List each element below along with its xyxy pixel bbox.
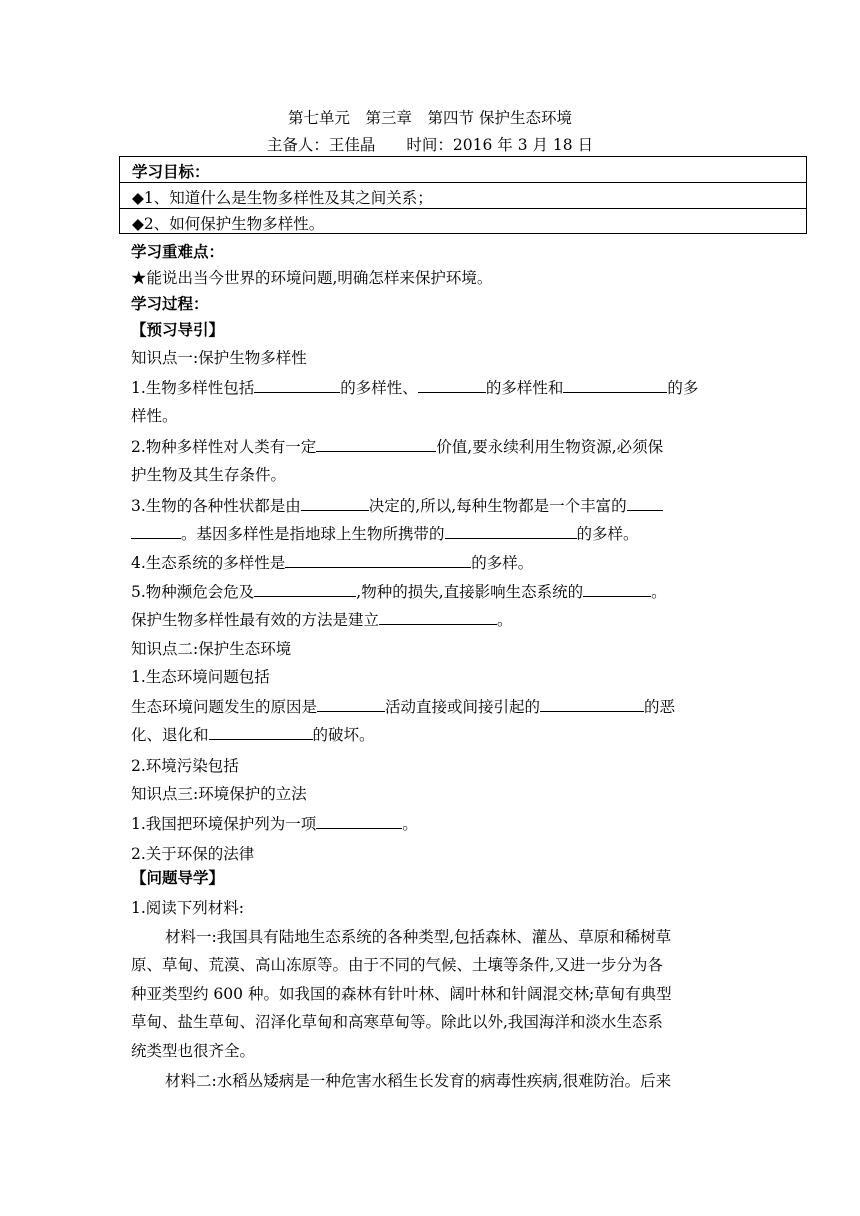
material-1-line: 种亚类型约 600 种。如我国的森林有针叶林、阔叶林和针阔混交林;草甸有典型 xyxy=(131,985,672,1003)
material-1-line: 材料一:我国具有陆地生态系统的各种类型,包括森林、灌丛、草原和稀树草 xyxy=(165,928,672,946)
blank[interactable] xyxy=(317,695,385,712)
material-1-line: 原、草甸、荒漠、高山冻原等。由于不同的气候、土壤等条件,又进一步分为各 xyxy=(131,956,663,974)
material-2-line: 材料二:水稻丛矮病是一种危害水稻生长发育的病毒性疾病,很难防治。后来 xyxy=(165,1072,672,1090)
question-4: 4.生态系统的多样性是 的多样。 xyxy=(131,551,533,573)
blank[interactable] xyxy=(563,376,667,393)
guide-question-1: 1.阅读下列材料: xyxy=(131,899,245,917)
question-3: 3.生物的各种性状都是由 决定的,所以,每种生物都是一个丰富的 xyxy=(131,494,663,516)
kp3-item-2: 2.关于环保的法律 xyxy=(131,845,255,863)
blank[interactable] xyxy=(418,376,486,393)
blank[interactable] xyxy=(583,580,651,597)
blank[interactable] xyxy=(285,551,471,568)
blank[interactable] xyxy=(316,812,402,829)
page-subtitle: 主备人：王佳晶 时间：2016 年 3 月 18 日 xyxy=(266,136,594,154)
kp2-cause-cont: 化、退化和 的破坏。 xyxy=(131,723,375,745)
divider xyxy=(120,182,806,183)
question-1: 1.生物多样性包括 的多样性、 的多样性和 的多 xyxy=(131,376,698,398)
preview-heading: 【预习导引】 xyxy=(131,321,225,339)
kp2-cause: 生态环境问题发生的原因是 活动直接或间接引起的 的恶 xyxy=(131,695,675,717)
blank[interactable] xyxy=(379,608,497,625)
blank[interactable] xyxy=(540,695,644,712)
objectives-box xyxy=(119,156,807,234)
kp1-title: 知识点一:保护生物多样性 xyxy=(131,349,307,367)
blank[interactable] xyxy=(131,522,181,539)
question-1-cont: 样性。 xyxy=(131,407,178,425)
objectives-heading: 学习目标： xyxy=(132,163,210,181)
guide-heading: 【问题导学】 xyxy=(131,869,225,887)
key-points-heading: 学习重难点： xyxy=(131,243,225,261)
divider xyxy=(120,208,806,209)
blank[interactable] xyxy=(301,494,369,511)
kp3-item-1: 1.我国把环境保护列为一项 。 xyxy=(131,812,418,834)
question-2: 2.物种多样性对人类有一定 价值,要永续利用生物资源,必须保 xyxy=(131,435,663,457)
blank[interactable] xyxy=(254,376,340,393)
question-5-cont: 保护生物多样性最有效的方法是建立 。 xyxy=(131,608,513,630)
blank[interactable] xyxy=(316,435,436,452)
objective-item: ◆1、知道什么是生物多样性及其之间关系； xyxy=(132,189,433,207)
blank[interactable] xyxy=(209,723,313,740)
question-5: 5.物种濒危会危及 ,物种的损失,直接影响生态系统的 。 xyxy=(131,580,667,602)
page-title: 第七单元 第三章 第四节 保护生态环境 xyxy=(288,109,572,127)
material-1-line: 统类型也很齐全。 xyxy=(131,1042,256,1060)
objective-item: ◆2、如何保护生物多样性。 xyxy=(132,215,325,233)
process-heading: 学习过程： xyxy=(131,295,209,313)
blank[interactable] xyxy=(627,494,663,511)
blank[interactable] xyxy=(254,580,356,597)
key-points-text: ★能说出当今世界的环境问题,明确怎样来保护环境。 xyxy=(131,269,493,287)
question-3-cont: 。基因多样性是指地球上生物所携带的 的多样。 xyxy=(131,522,639,544)
kp3-title: 知识点三:环境保护的立法 xyxy=(131,785,307,803)
material-1-line: 草甸、盐生草甸、沼泽化草甸和高寒草甸等。除此以外,我国海洋和淡水生态系 xyxy=(131,1013,663,1031)
question-2-cont: 护生物及其生存条件。 xyxy=(131,466,287,484)
kp2-title: 知识点二:保护生态环境 xyxy=(131,640,292,658)
blank[interactable] xyxy=(445,522,577,539)
kp2-item-2: 2.环境污染包括 xyxy=(131,757,239,775)
kp2-item-1: 1.生态环境问题包括 xyxy=(131,668,270,686)
